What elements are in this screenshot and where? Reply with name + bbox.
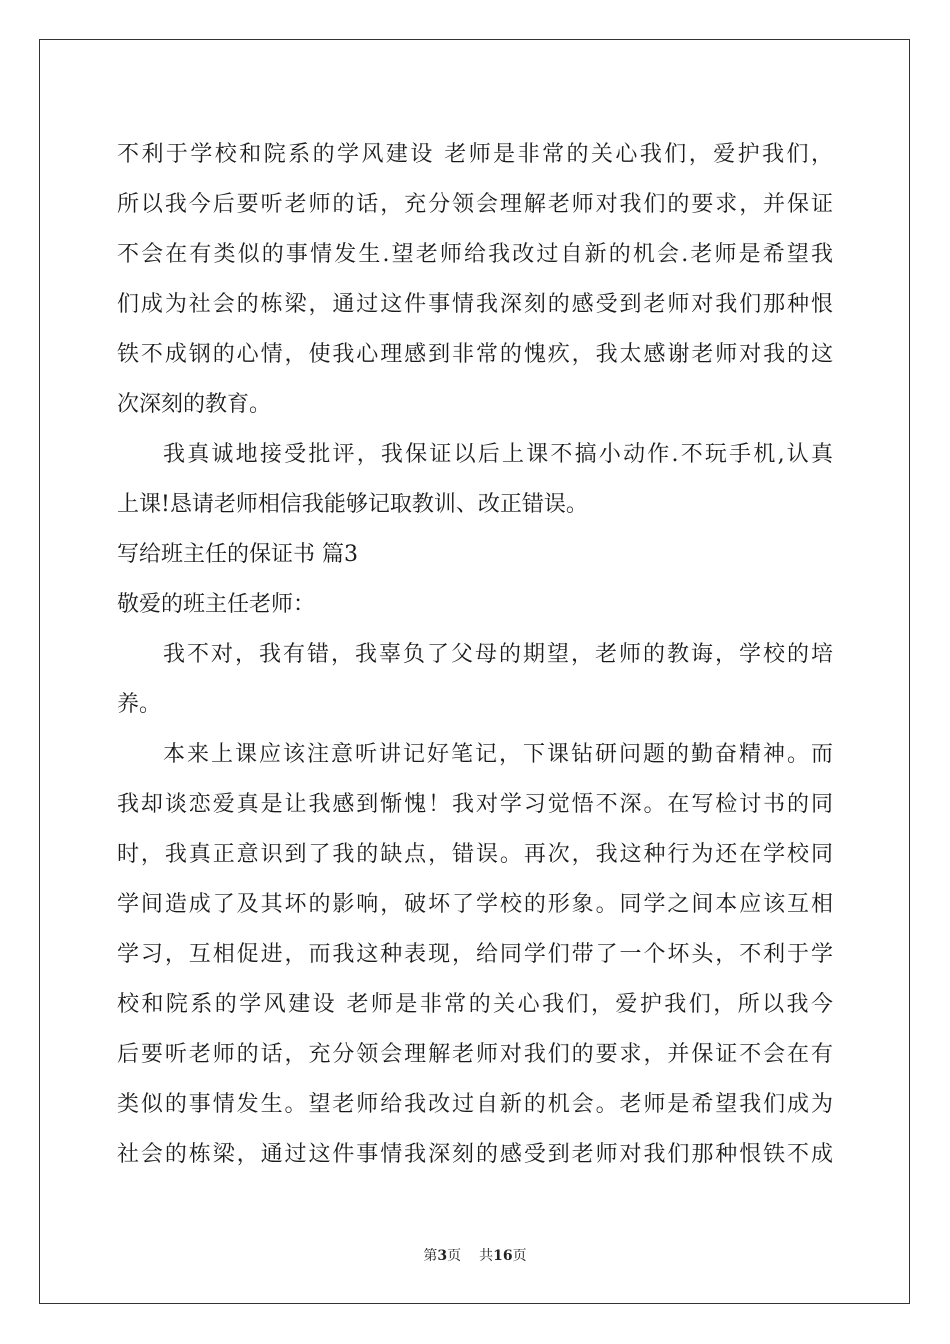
body-line: 不会在有类似的事情发生.望老师给我改过自新的机会.老师是希望我 [117,242,833,267]
total-number: 16 [493,1248,513,1264]
body-line: 不利于学校和院系的学风建设 老师是非常的关心我们，爱护我们， [117,142,833,167]
document-body [117,130,833,1180]
total-prefix: 共 [479,1248,494,1264]
body-line: 上课!恳请老师相信我能够记取教训、改正错误。 [117,492,588,517]
body-line: 学间造成了及其坏的影响，破坏了学校的形象。同学之间本应该互相 [117,892,833,917]
body-line: 们成为社会的栋梁，通过这件事情我深刻的感受到老师对我们那种恨 [117,292,833,317]
body-line: 铁不成钢的心情，使我心理感到非常的愧疚，我太感谢老师对我的这 [117,342,833,367]
body-line: 本来上课应该注意听讲记好笔记，下课钻研问题的勤奋精神。而 [163,742,833,767]
body-line: 我不对，我有错，我辜负了父母的期望，老师的教诲，学校的培 [163,642,833,667]
page-number: 3 [437,1248,448,1264]
section-heading: 写给班主任的保证书 篇3 [117,542,358,567]
body-line: 次深刻的教育。 [117,392,272,417]
body-line: 后要听老师的话，充分领会理解老师对我们的要求，并保证不会在有 [117,1042,833,1067]
body-line: 时，我真正意识到了我的缺点，错误。再次，我这种行为还在学校同 [117,842,833,867]
page-footer [0,1246,950,1266]
body-line: 我却谈恋爱真是让我感到惭愧！我对学习觉悟不深。在写检讨书的同 [117,792,833,817]
body-line: 类似的事情发生。望老师给我改过自新的机会。老师是希望我们成为 [117,1092,833,1117]
salutation: 敬爱的班主任老师： [117,592,316,617]
body-line: 所以我今后要听老师的话，充分领会理解老师对我们的要求，并保证 [117,192,833,217]
body-line: 社会的栋梁，通过这件事情我深刻的感受到老师对我们那种恨铁不成 [117,1142,833,1167]
page-prefix: 第 [423,1248,438,1264]
body-line: 我真诚地接受批评，我保证以后上课不搞小动作.不玩手机,认真 [163,442,833,467]
page-suffix: 页 [447,1248,462,1264]
body-line: 校和院系的学风建设 老师是非常的关心我们，爱护我们，所以我今 [117,992,833,1017]
page-indicator [423,1246,461,1266]
body-line: 学习，互相促进，而我这种表现，给同学们带了一个坏头，不利于学 [117,942,833,967]
total-suffix: 页 [512,1248,527,1264]
body-line: 养。 [117,692,162,717]
total-pages [479,1246,526,1266]
